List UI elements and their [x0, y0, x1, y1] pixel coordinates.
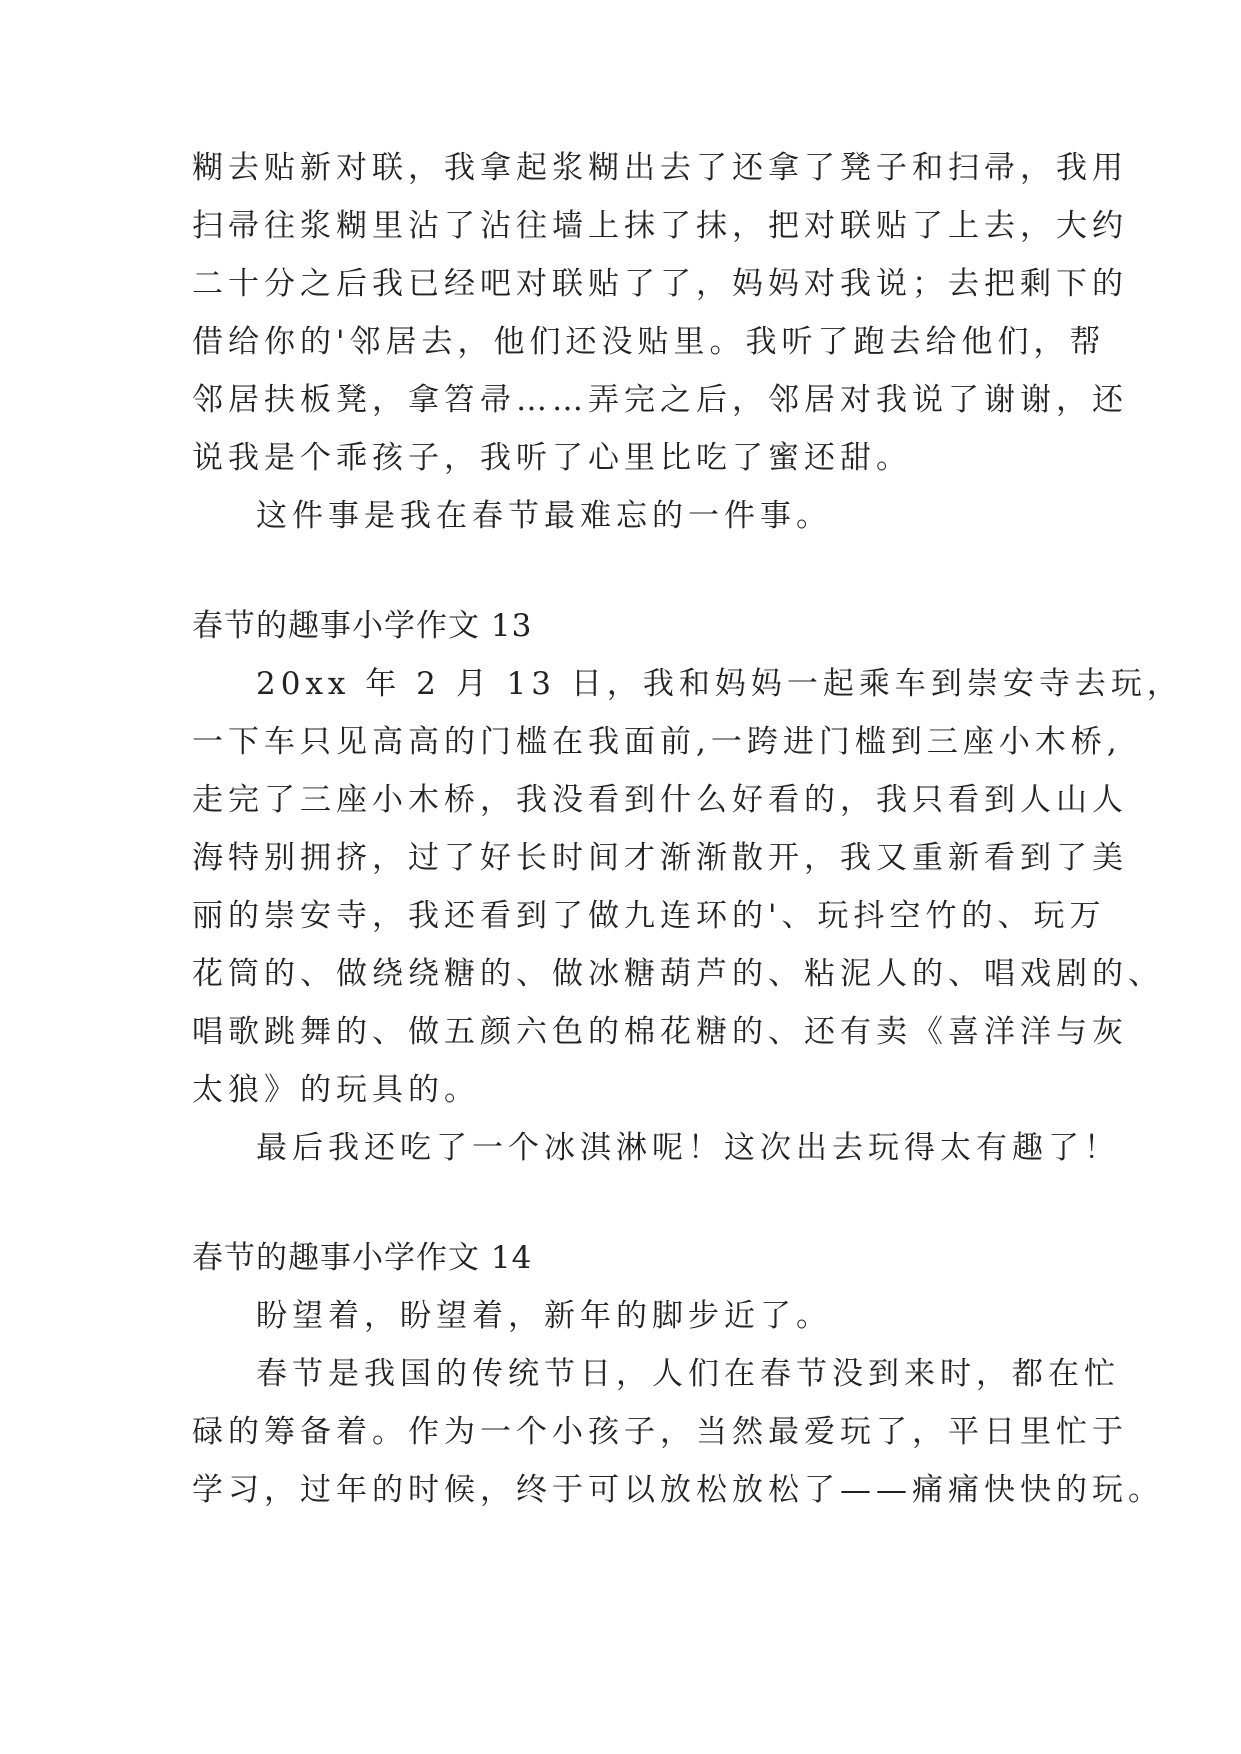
- paragraph-line: 二十分之后我已经吧对联贴了了，妈妈对我说；去把剩下的: [192, 266, 1128, 302]
- paragraph-line: 走完了三座小木桥，我没看到什么好看的，我只看到人山人: [192, 782, 1128, 818]
- paragraph-line: 春节是我国的传统节日，人们在春节没到来时，都在忙: [256, 1356, 1120, 1392]
- paragraph-line: 20xx 年 2 月 13 日，我和妈妈一起乘车到崇安寺去玩，: [256, 666, 1183, 702]
- paragraph-line: 太狼》的玩具的。: [192, 1072, 480, 1108]
- paragraph-line: 碌的筹备着。作为一个小孩子，当然最爱玩了，平日里忙于: [192, 1414, 1128, 1450]
- opening-paragraph: 盼望着，盼望着，新年的脚步近了。: [256, 1298, 832, 1334]
- paragraph-line: 邻居扶板凳，拿笤帚……弄完之后，邻居对我说了谢谢，还: [192, 382, 1128, 418]
- paragraph-line: 丽的崇安寺，我还看到了做九连环的'、玩抖空竹的、玩万: [192, 898, 1106, 934]
- paragraph-line: 糊去贴新对联，我拿起浆糊出去了还拿了凳子和扫帚，我用: [192, 150, 1128, 186]
- essay-heading: 春节的趣事小学作文 13: [192, 608, 533, 644]
- closing-paragraph: 最后我还吃了一个冰淇淋呢！这次出去玩得太有趣了！: [256, 1130, 1120, 1166]
- essay-heading: 春节的趣事小学作文 14: [192, 1240, 533, 1276]
- paragraph-line: 借给你的'邻居去，他们还没贴里。我听了跑去给他们，帮: [192, 324, 1106, 360]
- paragraph-line: 扫帚往浆糊里沾了沾往墙上抹了抹，把对联贴了上去，大约: [192, 208, 1128, 244]
- paragraph-line: 唱歌跳舞的、做五颜六色的棉花糖的、还有卖《喜洋洋与灰: [192, 1014, 1128, 1050]
- closing-paragraph: 这件事是我在春节最难忘的一件事。: [256, 498, 832, 534]
- paragraph-line: 花筒的、做绕绕糖的、做冰糖葫芦的、粘泥人的、唱戏剧的、: [192, 956, 1164, 992]
- paragraph-line: 说我是个乖孩子，我听了心里比吃了蜜还甜。: [192, 440, 912, 476]
- paragraph-line: 海特别拥挤，过了好长时间才渐渐散开，我又重新看到了美: [192, 840, 1128, 876]
- paragraph-line: 学习，过年的时候，终于可以放松放松了——痛痛快快的玩。: [192, 1472, 1164, 1508]
- paragraph-line: 一下车只见高高的门槛在我面前,一跨进门槛到三座小木桥,: [192, 724, 1122, 760]
